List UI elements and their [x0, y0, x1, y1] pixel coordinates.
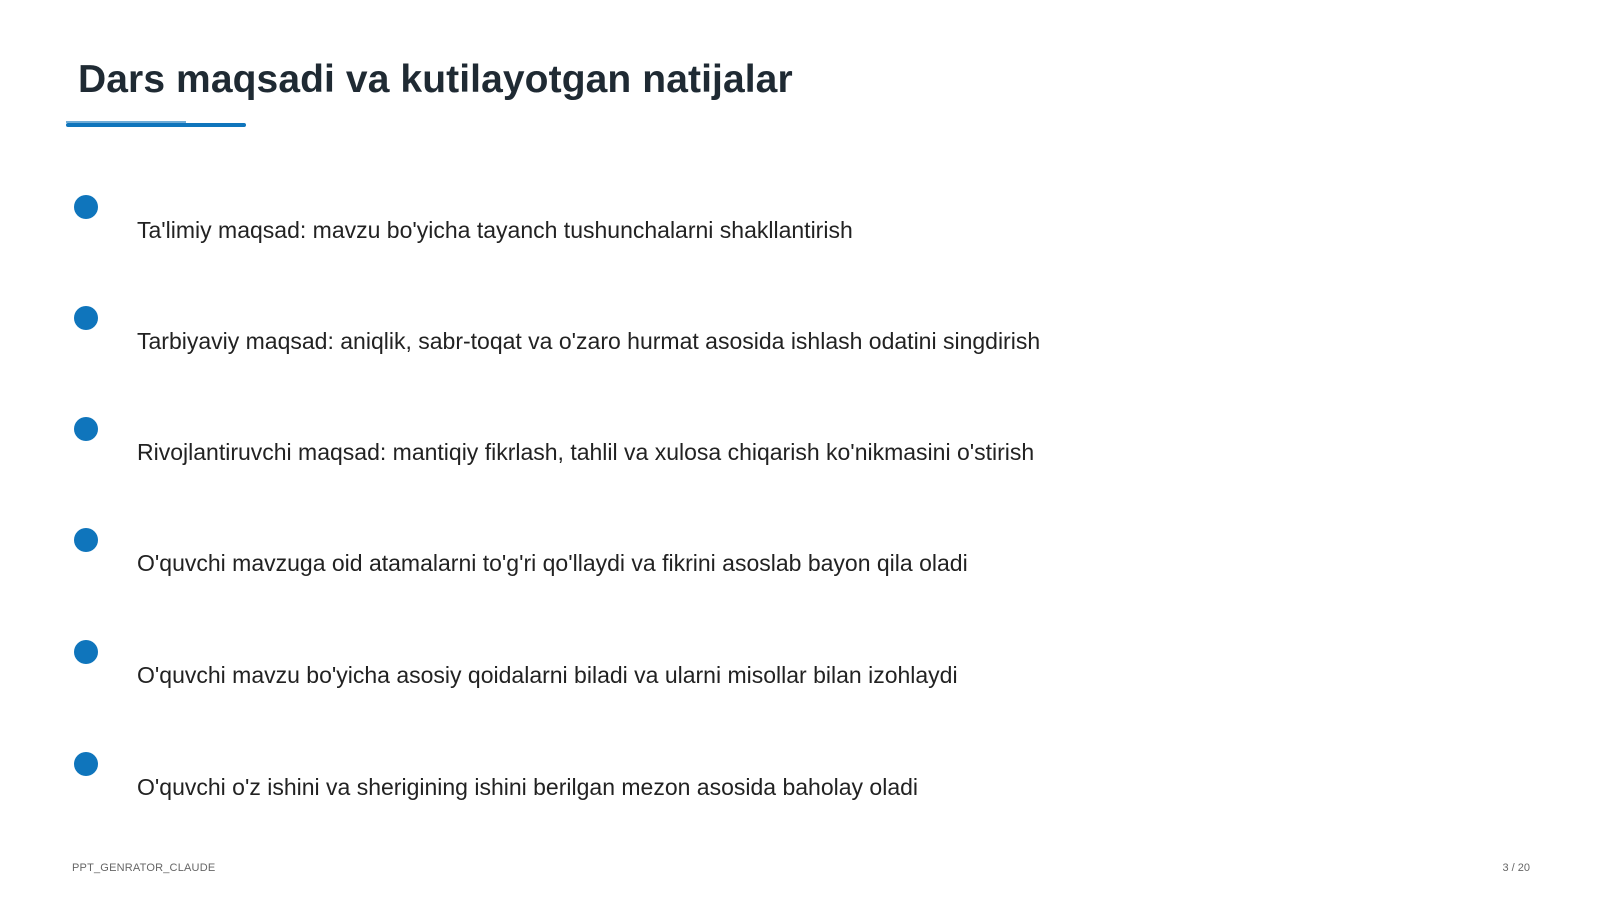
bullet-text: O'quvchi mavzuga oid atamalarni to'g'ri qo'llaydi va fikrini asoslab bayon qila oladi — [137, 550, 968, 576]
bullet-dot-icon — [74, 195, 98, 219]
bullet-dot-icon — [74, 417, 98, 441]
bullet-text: O'quvchi o'z ishini va sherigining ishini berilgan mezon asosida baholay oladi — [137, 774, 919, 800]
bullet-text: Tarbiyaviy maqsad: aniqlik, sabr-toqat va o'zaro hurmat asosida ishlash odatini singdirish — [137, 328, 1041, 354]
list-item — [0, 195, 1600, 255]
bullet-text: O'quvchi mavzu bo'yicha asosiy qoidalarni biladi va ularni misollar bilan izohlaydi — [137, 662, 958, 688]
bullet-dot-icon — [74, 528, 98, 552]
footer-label: PPT_GENRATOR_CLAUDE — [72, 862, 216, 874]
list-item — [0, 528, 1600, 588]
list-item — [0, 306, 1600, 366]
list-item — [0, 752, 1600, 812]
slide-title: Dars maqsadi va kutilayotgan natijalar — [78, 58, 793, 101]
list-item — [0, 640, 1600, 700]
bullet-text: Rivojlantiruvchi maqsad: mantiqiy fikrlash, tahlil va xulosa chiqarish ko'nikmasini o'stirish — [137, 439, 1035, 465]
bullet-dot-icon — [74, 306, 98, 330]
bullet-text: Ta'limiy maqsad: mavzu bo'yicha tayanch tushunchalarni shakllantirish — [137, 217, 853, 243]
page-number: 3 / 20 — [1502, 862, 1530, 874]
bullet-dot-icon — [74, 752, 98, 776]
list-item — [0, 417, 1600, 477]
bullet-dot-icon — [74, 640, 98, 664]
